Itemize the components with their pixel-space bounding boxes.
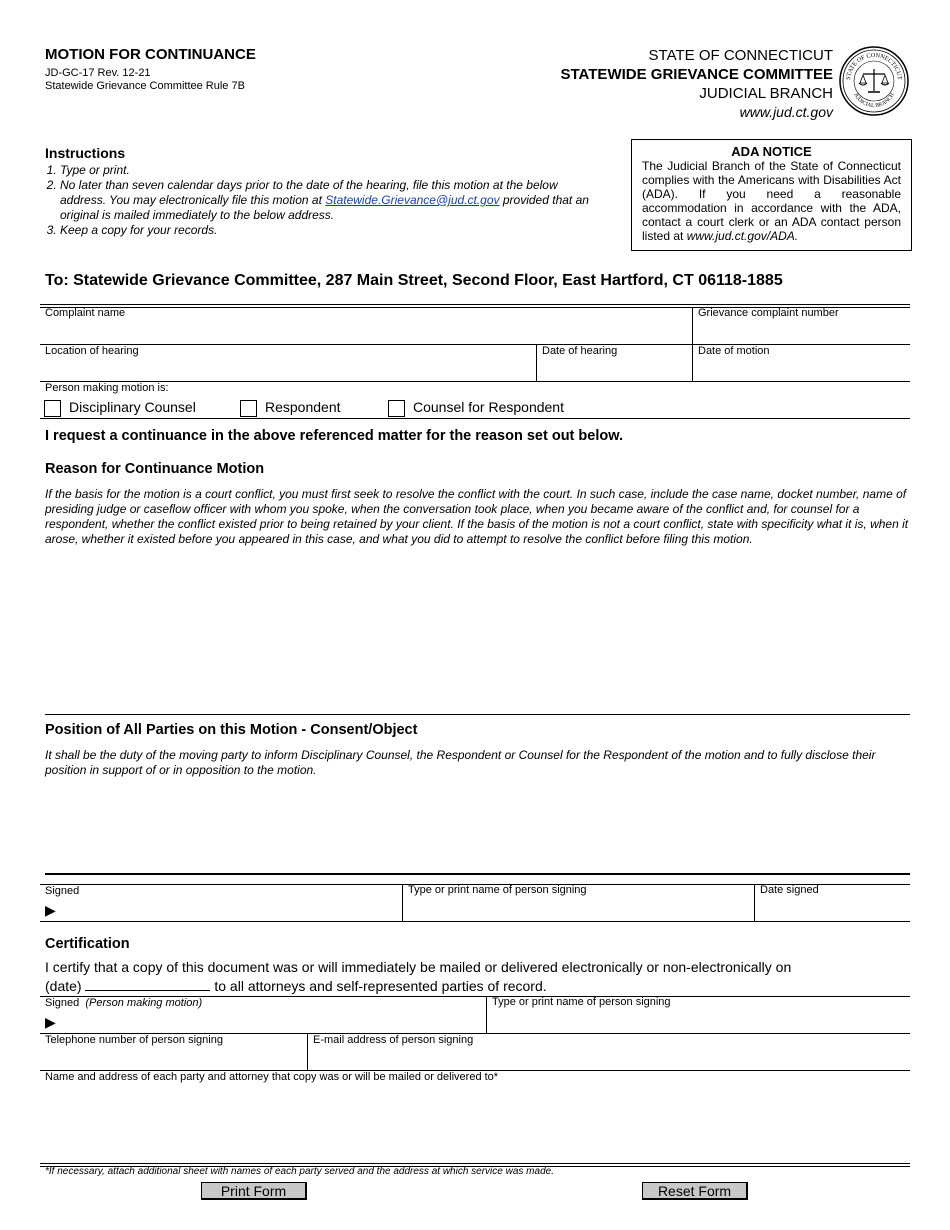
position-text-area[interactable] xyxy=(45,785,908,870)
parties-field[interactable]: Name and address of each party and attorney that copy was or will be mailed or delivered to* xyxy=(45,1071,499,1083)
hearing-date-field[interactable]: Date of hearing xyxy=(542,345,618,357)
grievance-number-field[interactable]: Grievance complaint number xyxy=(698,307,839,319)
disciplinary-counsel-checkbox[interactable] xyxy=(44,400,61,417)
instructions-heading: Instructions xyxy=(45,145,126,161)
instruction-2: 2. No later than seven calendar days prior to the date of the hearing, file this motion at the below address. You may electronically file this motion at Statewide.Grievance@jud.ct.gov provided that an original is mailed immediately to the below address. xyxy=(60,178,605,223)
instruction-3: 3. Keep a copy for your records. xyxy=(60,223,605,238)
person-making-label: Person making motion is: xyxy=(45,382,169,394)
location-field[interactable]: Location of hearing xyxy=(45,345,139,357)
state-name: STATE OF CONNECTICUT xyxy=(648,47,833,64)
certification-heading: Certification xyxy=(45,936,130,952)
certification-text: I certify that a copy of this document was or will immediately be mailed or delivered electronically or non-electronically on (date) to all attorneys and self-represented parties of record. xyxy=(45,959,792,994)
footnote: *If necessary, attach additional sheet with names of each party served and the address at which service was made. xyxy=(45,1166,554,1177)
position-heading: Position of All Parties on this Motion - Consent/Object xyxy=(45,722,418,738)
cert-signer-name-field[interactable]: Type or print name of person signing xyxy=(492,996,671,1008)
position-instructions: It shall be the duty of the moving party to inform Disciplinary Counsel, the Respondent or Counsel for the Respondent of the motion and to fully disclose their position in support of or in opposition to the motion. xyxy=(45,748,876,777)
ada-body: The Judicial Branch of the State of Connecticut complies with the Americans with Disabilities Act (ADA). If you need a reasonable accommodation in accordance with the ADA, contact a court clerk or an ADA contact person listed at www.jud.ct.gov/ADA. xyxy=(642,159,901,243)
seal-bottom-text: JUDICIAL BRANCH xyxy=(852,92,896,110)
signature-field[interactable] xyxy=(62,899,392,919)
branch-name: JUDICIAL BRANCH xyxy=(699,85,833,102)
email-field[interactable]: E-mail address of person signing xyxy=(313,1034,474,1046)
instructions xyxy=(45,145,605,238)
form-title: MOTION FOR CONTINUANCE xyxy=(45,46,256,63)
signer-name-field[interactable]: Type or print name of person signing xyxy=(408,884,587,896)
seal-top-text: STATE OF CONNECTICUT xyxy=(844,51,904,81)
agency-block xyxy=(561,46,834,122)
cert-signature-field[interactable] xyxy=(62,1011,477,1031)
parties-text-area[interactable] xyxy=(45,1087,908,1157)
certification-date-input[interactable] xyxy=(85,977,210,991)
signed-label: Signed xyxy=(45,885,80,897)
committee-name: STATEWIDE GRIEVANCE COMMITTEE xyxy=(560,66,833,83)
reason-heading: Reason for Continuance Motion xyxy=(45,461,265,477)
cert-signed-label: Signed (Person making motion) xyxy=(45,997,203,1009)
reason-instructions: If the basis for the motion is a court conflict, you must first seek to resolve the conflict with the court. In such case, include the case name, docket number, name of presiding judge or caseflow officer with whom you spoke, when the conversation took place, when you became aware of the conflict and, for counsel for a respondent, whether the conflict existed prior to being retained by your client. If the basis of the motion is not a court conflict, state with specificity what it is, when it arose, whether it existed before you appeared in this case, and what you did to attempt to resolve the conflict before filing this motion. xyxy=(45,487,909,546)
instruction-1: 1. Type or print. xyxy=(60,163,605,178)
respondent-label: Respondent xyxy=(265,399,341,415)
ada-notice xyxy=(631,139,912,251)
respondent-checkbox[interactable] xyxy=(240,400,257,417)
request-statement: I request a continuance in the above referenced matter for the reason set out below. xyxy=(45,428,623,444)
reason-text-area[interactable] xyxy=(45,550,908,710)
phone-field[interactable]: Telephone number of person signing xyxy=(45,1034,223,1046)
ada-link: www.jud.ct.gov/ADA. xyxy=(686,229,799,243)
to-address: To: Statewide Grievance Committee, 287 Main Street, Second Floor, East Hartford, CT 06118-1885 xyxy=(45,272,783,289)
website: www.jud.ct.gov xyxy=(739,104,833,120)
complaint-name-field[interactable]: Complaint name xyxy=(45,307,126,319)
form-rule: Statewide Grievance Committee Rule 7B xyxy=(45,80,245,92)
motion-date-field[interactable]: Date of motion xyxy=(698,345,770,357)
signature-arrow-icon: ▶ xyxy=(45,902,56,918)
form-id: JD-GC-17 Rev. 12-21 xyxy=(45,67,151,79)
judicial-seal-icon xyxy=(838,45,910,117)
print-form-button[interactable]: Print Form xyxy=(201,1182,307,1200)
ada-title: ADA NOTICE xyxy=(731,144,812,159)
disciplinary-counsel-label: Disciplinary Counsel xyxy=(69,399,196,415)
reset-form-button[interactable]: Reset Form xyxy=(642,1182,748,1200)
cert-signature-arrow-icon: ▶ xyxy=(45,1014,56,1030)
date-signed-field[interactable]: Date signed xyxy=(760,884,819,896)
email-link[interactable]: Statewide.Grievance@jud.ct.gov xyxy=(325,193,500,207)
counsel-for-respondent-checkbox[interactable] xyxy=(388,400,405,417)
counsel-for-respondent-label: Counsel for Respondent xyxy=(413,399,564,415)
